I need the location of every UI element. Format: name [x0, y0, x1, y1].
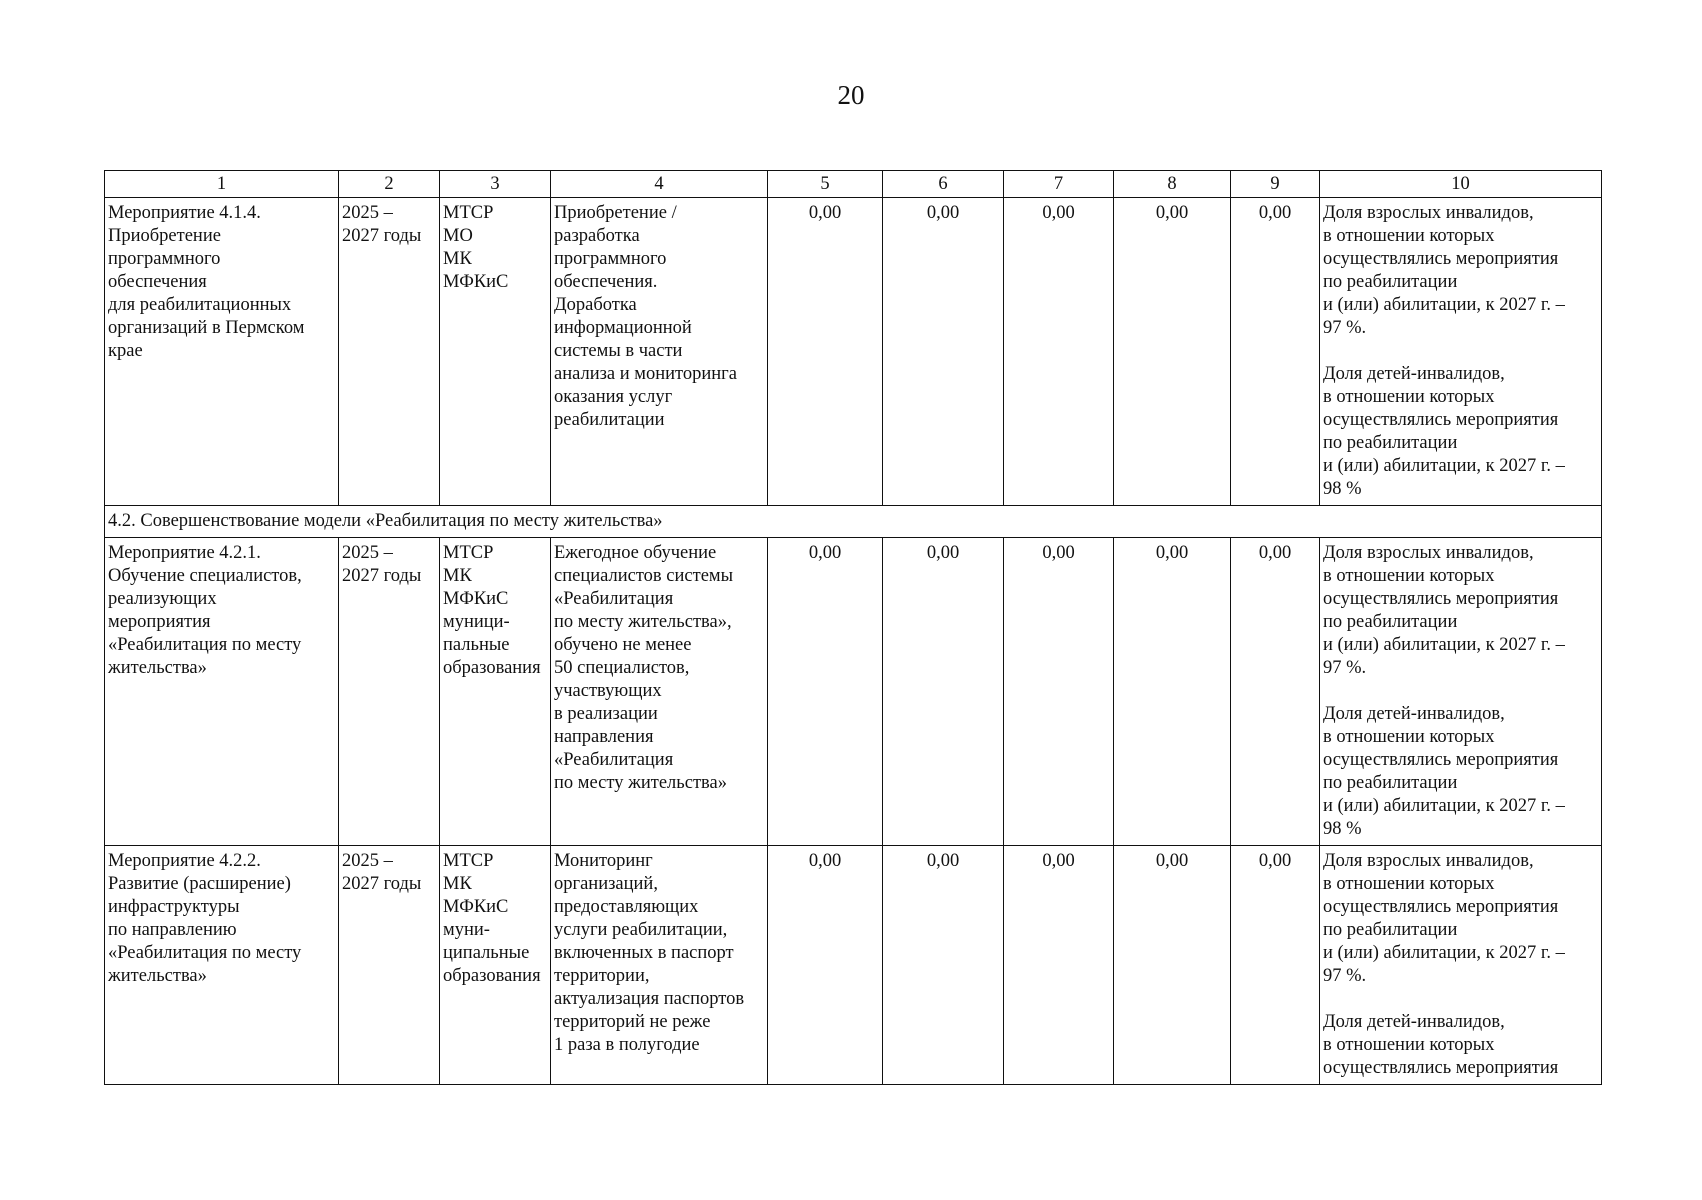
- value-cell-6: 0,00: [883, 538, 1004, 846]
- executors-cell: МТСР МК МФКиС муни- ципальные образования: [440, 846, 551, 1085]
- value-cell-7: 0,00: [1004, 538, 1114, 846]
- value-cell-9: 0,00: [1231, 846, 1320, 1085]
- value-cell-9: 0,00: [1231, 198, 1320, 506]
- activities-table: [104, 170, 1602, 1085]
- page-number: 20: [837, 80, 865, 110]
- value-cell-6: 0,00: [883, 846, 1004, 1085]
- value-cell-5: 0,00: [768, 538, 883, 846]
- value-cell-7: 0,00: [1004, 198, 1114, 506]
- result-cell: Приобретение / разработка программного обеспечения. Доработка информационной системы в части анализа и мониторинга оказания услуг реабилитации: [551, 198, 768, 506]
- indicator-cell: [1320, 846, 1602, 1085]
- event-cell: Мероприятие 4.1.4. Приобретение программного обеспечения для реабилитационных организаций в Пермском крае: [105, 198, 339, 506]
- value-cell-8: 0,00: [1114, 846, 1231, 1085]
- col-header-8: 8: [1114, 171, 1231, 198]
- indicator-cell: [1320, 538, 1602, 846]
- table-row: [105, 538, 1602, 846]
- result-cell: Мониторинг организаций, предоставляющих услуги реабилитации, включенных в паспорт территории, актуализация паспортов территорий не реже 1 раза в полугодие: [551, 846, 768, 1085]
- indicator-children: Доля детей-инвалидов, в отношении которых осуществлялись мероприятия по реабилитации и (или) абилитации, к 2027 г. – 98 %: [1323, 364, 1565, 499]
- indicator-cell: [1320, 198, 1602, 506]
- value-cell-7: 0,00: [1004, 846, 1114, 1085]
- value-cell-9: 0,00: [1231, 538, 1320, 846]
- value-cell-6: 0,00: [883, 198, 1004, 506]
- period-cell: 2025 – 2027 годы: [339, 538, 440, 846]
- value-cell-5: 0,00: [768, 198, 883, 506]
- period-cell: 2025 – 2027 годы: [339, 198, 440, 506]
- period-cell: 2025 – 2027 годы: [339, 846, 440, 1085]
- col-header-9: 9: [1231, 171, 1320, 198]
- col-header-4: 4: [551, 171, 768, 198]
- section-heading: 4.2. Совершенствование модели «Реабилитация по месту жительства»: [105, 506, 1602, 538]
- table-row: [105, 846, 1602, 1085]
- event-cell: Мероприятие 4.2.1. Обучение специалистов, реализующих мероприятия «Реабилитация по месту жительства»: [105, 538, 339, 846]
- indicator-children: Доля детей-инвалидов, в отношении которых осуществлялись мероприятия по реабилитации и (или) абилитации, к 2027 г. – 98 %: [1323, 704, 1565, 839]
- col-header-3: 3: [440, 171, 551, 198]
- value-cell-8: 0,00: [1114, 198, 1231, 506]
- col-header-10: 10: [1320, 171, 1602, 198]
- col-header-6: 6: [883, 171, 1004, 198]
- table-row: [105, 198, 1602, 506]
- indicator-adults: Доля взрослых инвалидов, в отношении которых осуществлялись мероприятия по реабилитации и (или) абилитации, к 2027 г. – 97 %.: [1323, 851, 1565, 986]
- col-header-5: 5: [768, 171, 883, 198]
- value-cell-8: 0,00: [1114, 538, 1231, 846]
- executors-cell: МТСР МО МК МФКиС: [440, 198, 551, 506]
- executors-cell: МТСР МК МФКиС муници- пальные образования: [440, 538, 551, 846]
- col-header-2: 2: [339, 171, 440, 198]
- event-cell: Мероприятие 4.2.2. Развитие (расширение) инфраструктуры по направлению «Реабилитация по месту жительства»: [105, 846, 339, 1085]
- col-header-7: 7: [1004, 171, 1114, 198]
- col-header-1: 1: [105, 171, 339, 198]
- section-row: [105, 506, 1602, 538]
- column-number-row: [105, 171, 1602, 198]
- indicator-adults: Доля взрослых инвалидов, в отношении которых осуществлялись мероприятия по реабилитации и (или) абилитации, к 2027 г. – 97 %.: [1323, 203, 1565, 338]
- indicator-adults: Доля взрослых инвалидов, в отношении которых осуществлялись мероприятия по реабилитации и (или) абилитации, к 2027 г. – 97 %.: [1323, 543, 1565, 678]
- value-cell-5: 0,00: [768, 846, 883, 1085]
- indicator-children: Доля детей-инвалидов, в отношении которых осуществлялись мероприятия: [1323, 1012, 1559, 1078]
- result-cell: Ежегодное обучение специалистов системы «Реабилитация по месту жительства», обучено не менее 50 специалистов, участвующих в реализации направления «Реабилитация по месту жительства»: [551, 538, 768, 846]
